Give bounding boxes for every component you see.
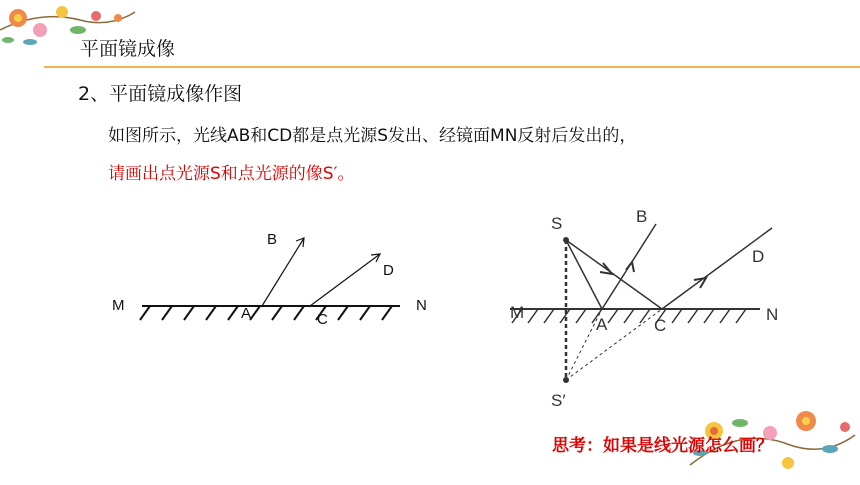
thinking-question: 思考：如果是线光源怎么画？ bbox=[552, 436, 773, 456]
label-A: A bbox=[596, 315, 608, 334]
label-C: C bbox=[654, 316, 667, 335]
image-ray-C bbox=[566, 309, 662, 380]
label-D: D bbox=[383, 262, 394, 279]
point-S-image bbox=[563, 377, 569, 383]
slide-title: 平面镜成像 bbox=[80, 38, 176, 60]
problem-instruction: 请画出点光源S和点光源的像S′。 bbox=[108, 164, 355, 184]
title-underline bbox=[44, 66, 860, 68]
label-B: B bbox=[636, 207, 648, 226]
incident-ray-SC bbox=[566, 240, 662, 309]
label-S-image: S′ bbox=[551, 391, 566, 410]
label-C: C bbox=[317, 311, 328, 328]
label-N: N bbox=[416, 297, 427, 314]
ray-CD bbox=[310, 254, 380, 306]
label-D: D bbox=[752, 247, 765, 266]
label-N: N bbox=[766, 305, 779, 324]
arrow-head-CD bbox=[694, 278, 706, 288]
incident-ray-SA bbox=[566, 240, 602, 309]
problem-text: 如图所示，光线AB和CD都是点光源S发出、经镜面MN反射后发出的， bbox=[108, 126, 637, 146]
label-M: M bbox=[510, 303, 525, 322]
reflected-ray-CD bbox=[662, 228, 772, 309]
label-A: A bbox=[241, 305, 252, 322]
label-S: S bbox=[551, 214, 563, 233]
section-heading: 2、平面镜成像作图 bbox=[78, 83, 243, 105]
point-S bbox=[563, 237, 569, 243]
ray-AB bbox=[262, 238, 304, 306]
label-M: M bbox=[112, 297, 125, 314]
diagram-left bbox=[100, 220, 440, 330]
label-B: B bbox=[267, 231, 278, 248]
mirror-hatching bbox=[512, 309, 746, 323]
diagram-right bbox=[500, 200, 800, 415]
mirror-hatching bbox=[140, 306, 392, 320]
